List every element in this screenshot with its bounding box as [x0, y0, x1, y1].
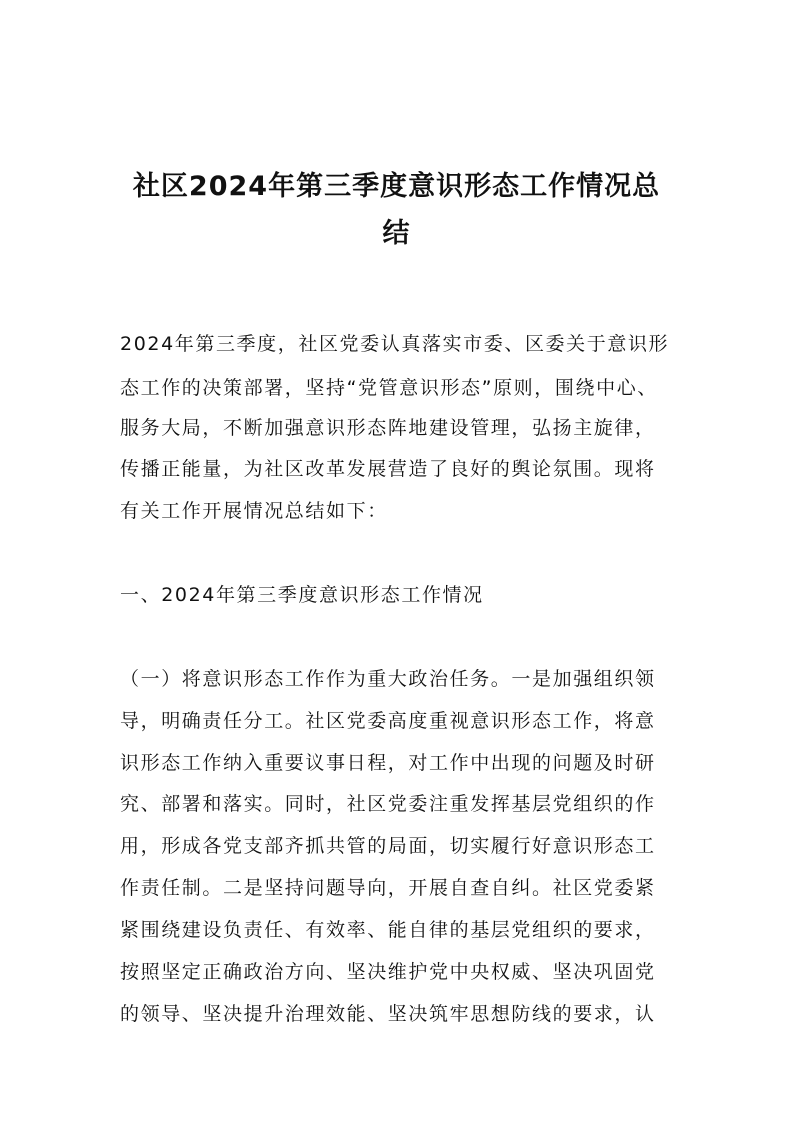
section-heading: 一、2024年第三季度意识形态工作情况	[120, 584, 484, 606]
section-line-1: （一）将意识形态工作作为重大政治任务。一是加强组织领	[120, 668, 656, 690]
intro-line-1: 2024年第三季度，社区党委认真落实市委、区委关于意识形	[120, 333, 670, 355]
section-line-7: 紧围绕建设负责任、有效率、能自律的基层党组织的要求，	[120, 919, 656, 941]
section-line-6: 作责任制。二是坚持问题导向，开展自查自纠。社区党委紧	[120, 877, 656, 899]
intro-line-5: 有关工作开展情况总结如下：	[120, 500, 388, 522]
intro-line-3: 服务大局，不断加强意识形态阵地建设管理，弘扬主旋律，	[120, 417, 656, 439]
section-line-4: 究、部署和落实。同时，社区党委注重发挥基层党组织的作	[120, 793, 656, 815]
section-line-2: 导，明确责任分工。社区党委高度重视意识形态工作，将意	[120, 710, 656, 732]
intro-line-2: 态工作的决策部署，坚持“党管意识形态”原则，围绕中心、	[120, 377, 658, 399]
section-line-9: 的领导、坚决提升治理效能、坚决筑牢思想防线的要求，认	[120, 1003, 656, 1025]
section-line-5: 用，形成各党支部齐抓共管的局面，切实履行好意识形态工	[120, 835, 656, 857]
document-title-line-1: 社区2024年第三季度意识形态工作情况总	[132, 171, 661, 202]
intro-line-4: 传播正能量，为社区改革发展营造了良好的舆论氛围。现将	[120, 458, 656, 480]
section-line-3: 识形态工作纳入重要议事日程，对工作中出现的问题及时研	[120, 752, 656, 774]
document-title-line-2: 结	[382, 218, 411, 249]
section-line-8: 按照坚定正确政治方向、坚决维护党中央权威、坚决巩固党	[120, 961, 656, 983]
